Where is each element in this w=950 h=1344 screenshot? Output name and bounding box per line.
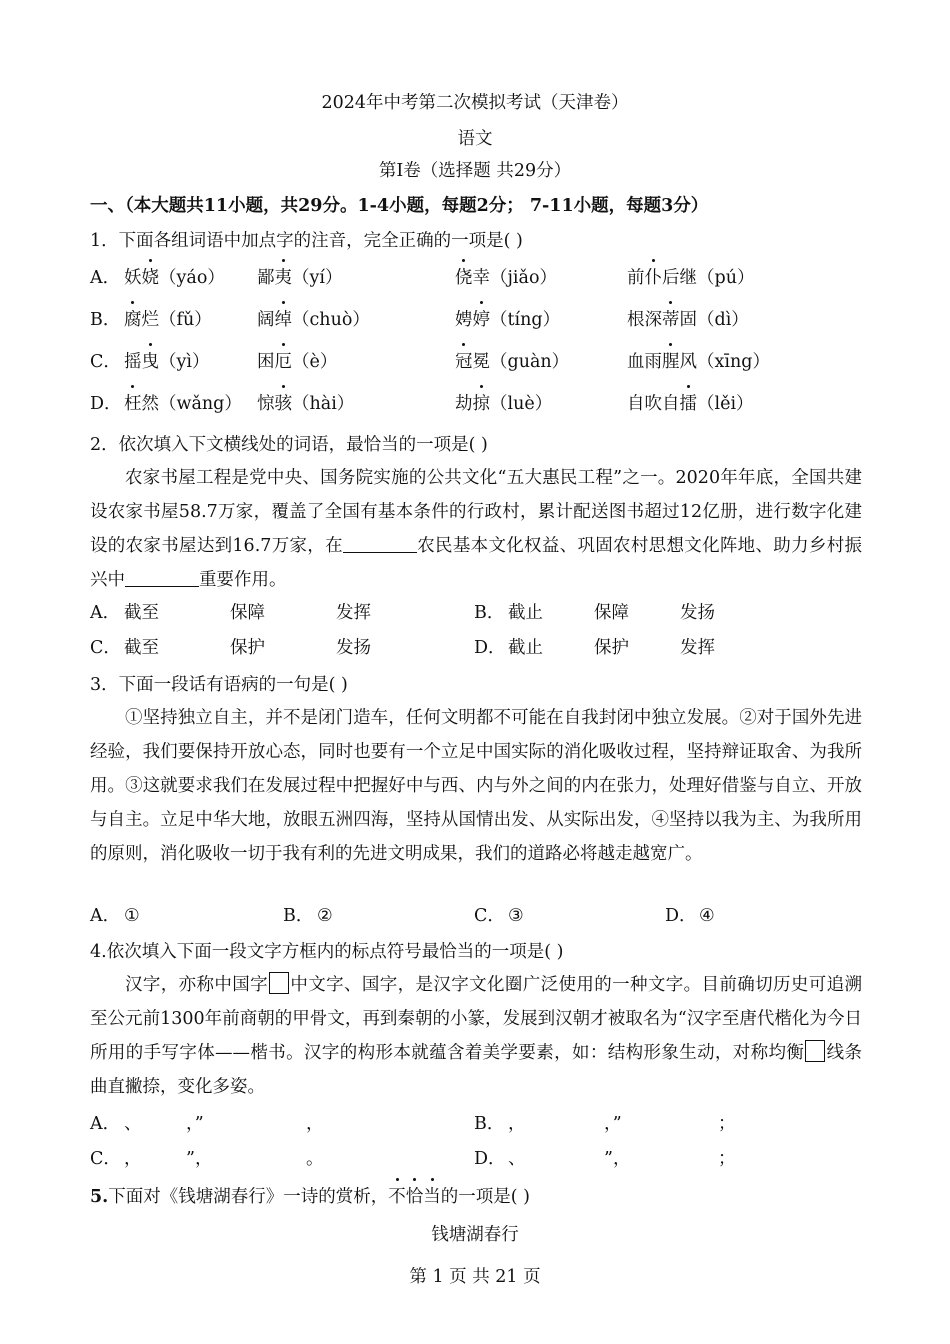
q2-blank-2 <box>125 568 199 587</box>
dotted-char: 掠 <box>473 391 491 417</box>
dotted-char: 婷 <box>473 307 491 333</box>
q3-option-label: D． <box>665 906 697 926</box>
dotted-char: 仆 <box>645 265 663 291</box>
q4-option-label: A． <box>90 1114 121 1134</box>
q2-passage <box>90 461 862 597</box>
q5-stem <box>90 1184 530 1210</box>
dotted-char: 绰 <box>275 307 293 333</box>
q1-word-item <box>257 307 370 333</box>
pinyin: （yáo） <box>159 268 225 288</box>
word-suffix: 冕 <box>472 352 490 372</box>
q5-dot-char-3: 当 <box>423 1184 441 1210</box>
pinyin: （fǔ） <box>159 310 212 330</box>
q4-option-mark: ， <box>306 1114 324 1134</box>
q4-option-mark: ， <box>508 1114 526 1134</box>
q2-option-label: B． <box>474 603 505 623</box>
q1-word-item <box>124 391 242 417</box>
dotted-char: 冠 <box>455 349 473 375</box>
q4-option-mark: 。 <box>306 1149 324 1169</box>
q2-passage-part-b: 农民基本文化权益、巩固农村思想文化阵地、助力乡村振兴中 <box>90 536 863 590</box>
pinyin: （dì） <box>697 310 749 330</box>
pinyin: （hài） <box>292 394 355 414</box>
word-prefix: 惊 <box>257 394 275 414</box>
q5-dot-char-1: 不 <box>388 1184 406 1210</box>
q4-passage <box>90 968 862 1104</box>
pinyin: （lěi） <box>697 394 754 414</box>
q4-option-mark: ”， <box>186 1149 213 1169</box>
q2-option-word: 保障 <box>594 603 629 623</box>
pinyin: （è） <box>292 352 338 372</box>
dotted-char: 曳 <box>142 349 160 375</box>
word-prefix: 困 <box>257 352 275 372</box>
word-suffix: 固 <box>679 310 697 330</box>
pinyin: （luè） <box>490 394 553 414</box>
page-footer: 第 1 页 共 21 页 <box>409 1267 541 1287</box>
q2-option-word: 截至 <box>124 638 159 658</box>
q2-option-word: 发扬 <box>336 638 371 658</box>
q3-option-label: C． <box>474 906 505 926</box>
word-prefix: 自吹自 <box>627 394 680 414</box>
q1-word-item <box>257 349 337 375</box>
word-suffix: 幸 <box>472 268 490 288</box>
q2-option-word: 截止 <box>508 603 543 623</box>
q2-option-word: 截至 <box>124 603 159 623</box>
q1-word-item <box>627 307 749 333</box>
pinyin: （pú） <box>697 268 755 288</box>
section-title: 第Ⅰ卷（选择题 共29分） <box>378 161 572 181</box>
q1-option-label: B． <box>90 310 121 330</box>
q4-passage-part-c: 线条曲直撇捺，变化多姿。 <box>90 1043 862 1097</box>
pinyin: （tíng） <box>490 310 561 330</box>
q1-word-item <box>124 307 212 333</box>
q4-option-mark: ； <box>718 1149 736 1169</box>
q2-option-word: 发挥 <box>336 603 371 623</box>
q1-word-item <box>124 349 209 375</box>
q4-stem: 4.依次填入下面一段文字方框内的标点符号最恰当的一项是( ) <box>90 942 564 962</box>
q2-option-word: 保障 <box>230 603 265 623</box>
dotted-char: 厄 <box>275 349 293 375</box>
q1-word-item <box>455 349 569 375</box>
pinyin: （wǎng） <box>159 394 242 414</box>
q2-option-word: 保护 <box>594 638 629 658</box>
q1-option-label: A． <box>90 268 121 288</box>
dotted-char: 腥 <box>662 349 680 375</box>
q3-option-label: A． <box>90 906 121 926</box>
q2-option-word: 保护 <box>230 638 265 658</box>
q2-passage-part-a: 农家书屋工程是党中央、国务院实施的公共文化“五大惠民工程”之一。2020年年底，全国共建设农家书屋58.7万家，覆盖了全国有基本条件的行政村，累计配送图书超过12亿册，进行数字化建设的农家书屋达到16.7万家，在 <box>90 468 862 556</box>
dotted-char: 枉 <box>124 391 142 417</box>
q2-stem: 2．依次填入下文横线处的词语，最恰当的一项是( ) <box>90 435 488 455</box>
dotted-char: 夷 <box>275 265 293 291</box>
q2-passage-part-c: 重要作用。 <box>199 570 287 590</box>
q3-stem: 3．下面一段话有语病的一句是( ) <box>90 675 348 695</box>
q3-passage <box>90 701 862 871</box>
q4-option-mark: 、 <box>508 1149 526 1169</box>
q4-box-1 <box>269 972 289 994</box>
q4-passage-part-b: 中文字、国字，是汉字文化圈广泛使用的一种文字。目前确切历史可追溯至公元前1300年前商朝的甲骨文，再到秦朝的小篆，发展到汉朝才被取名为“汉字至唐代楷化为今日所用的手写字体——楷书。汉字的构形本就蕴含着美学要素，如：结构形象生动，对称均衡 <box>90 975 862 1063</box>
q1-stem: 1．下面各组词语中加点字的注音，完全正确的一项是( ) <box>90 231 523 251</box>
word-prefix: 前 <box>627 268 645 288</box>
word-prefix: 根深 <box>627 310 662 330</box>
word-prefix: 鄙 <box>257 268 275 288</box>
pinyin: （chuò） <box>292 310 370 330</box>
q4-option-mark: ，” <box>604 1114 622 1134</box>
pinyin: （xīng） <box>697 352 770 372</box>
q3-option-label: B． <box>283 906 314 926</box>
word-prefix: 娉 <box>455 310 473 330</box>
pinyin: （yì） <box>159 352 210 372</box>
dotted-char: 腐 <box>124 307 142 333</box>
q2-option-label: D． <box>474 638 506 658</box>
pinyin: （yí） <box>292 268 343 288</box>
word-prefix: 血雨 <box>627 352 662 372</box>
q1-word-item <box>455 391 552 417</box>
q1-word-item <box>455 265 557 291</box>
q1-option-label: D． <box>90 394 122 414</box>
pinyin: （guàn） <box>490 352 570 372</box>
q4-option-mark: ； <box>718 1114 736 1134</box>
poem-title: 钱塘湖春行 <box>431 1225 519 1245</box>
q4-option-mark: 、 <box>124 1114 142 1134</box>
word-prefix: 劫 <box>455 394 473 414</box>
q5-stem-part-a: 下面对《钱塘湖春行》一诗的赏析， <box>108 1187 389 1207</box>
word-prefix: 阔 <box>257 310 275 330</box>
word-suffix: 风 <box>679 352 697 372</box>
word-suffix: 烂 <box>141 310 159 330</box>
dotted-char: 娆 <box>142 265 160 291</box>
word-suffix: 后继 <box>662 268 697 288</box>
q2-option-label: A． <box>90 603 121 623</box>
q5-stem-part-b: 的一项是( ) <box>440 1187 530 1207</box>
q1-option-label: C． <box>90 352 121 372</box>
q2-option-label: C． <box>90 638 121 658</box>
q1-word-item <box>257 265 342 291</box>
q4-option-label: C． <box>90 1149 121 1169</box>
q5-number: 5. <box>90 1187 109 1207</box>
dotted-char: 侥 <box>455 265 473 291</box>
q1-word-item <box>627 265 754 291</box>
q2-option-word: 发扬 <box>680 603 715 623</box>
q3-option-text: ② <box>317 906 333 926</box>
q5-dot-char-2: 恰 <box>406 1184 424 1210</box>
q1-word-item <box>627 349 770 375</box>
part-heading: 一、（本大题共11小题，共29分。1-4小题，每题2分； 7-11小题，每题3分） <box>90 196 709 216</box>
q1-word-item <box>627 391 754 417</box>
q4-option-mark: ，” <box>186 1114 204 1134</box>
subject-title: 语文 <box>457 129 493 149</box>
q2-option-word: 发挥 <box>680 638 715 658</box>
q4-box-2 <box>805 1040 825 1062</box>
q3-option-text: ④ <box>699 906 715 926</box>
q4-passage-part-a: 汉字，亦称中国字 <box>125 975 268 995</box>
q3-option-text: ① <box>124 906 140 926</box>
q2-blank-1 <box>343 534 417 553</box>
dotted-char: 擂 <box>680 391 698 417</box>
q1-word-item <box>124 265 225 291</box>
q1-word-item <box>257 391 354 417</box>
q4-option-mark: ”， <box>604 1149 631 1169</box>
q2-option-word: 截止 <box>508 638 543 658</box>
q1-word-item <box>455 307 560 333</box>
pinyin: （jiǎo） <box>490 268 557 288</box>
q4-option-label: B． <box>474 1114 505 1134</box>
dotted-char: 蒂 <box>662 307 680 333</box>
dotted-char: 骇 <box>275 391 293 417</box>
word-prefix: 摇 <box>124 352 142 372</box>
q4-option-mark: ， <box>124 1149 142 1169</box>
exam-title: 2024年中考第二次模拟考试（天津卷） <box>321 93 629 113</box>
q3-option-text: ③ <box>508 906 524 926</box>
word-prefix: 妖 <box>124 268 142 288</box>
q4-option-label: D． <box>474 1149 506 1169</box>
q3-passage-text: ①坚持独立自主，并不是闭门造车，任何文明都不可能在自我封闭中独立发展。②对于国外先进经验，我们要保持开放心态，同时也要有一个立足中国实际的消化吸收过程，坚持辩证取舍、为我所用。③这就要求我们在发展过程中把握好中与西、内与外之间的内在张力，处理好借鉴与自立、开放与自主。立足中华大地，放眼五洲四海，坚持从国情出发、从实际出发，④坚持以我为主、为我所用的原则，消化吸收一切于我有利的先进文明成果，我们的道路必将越走越宽广。 <box>90 708 862 864</box>
word-suffix: 然 <box>141 394 159 414</box>
